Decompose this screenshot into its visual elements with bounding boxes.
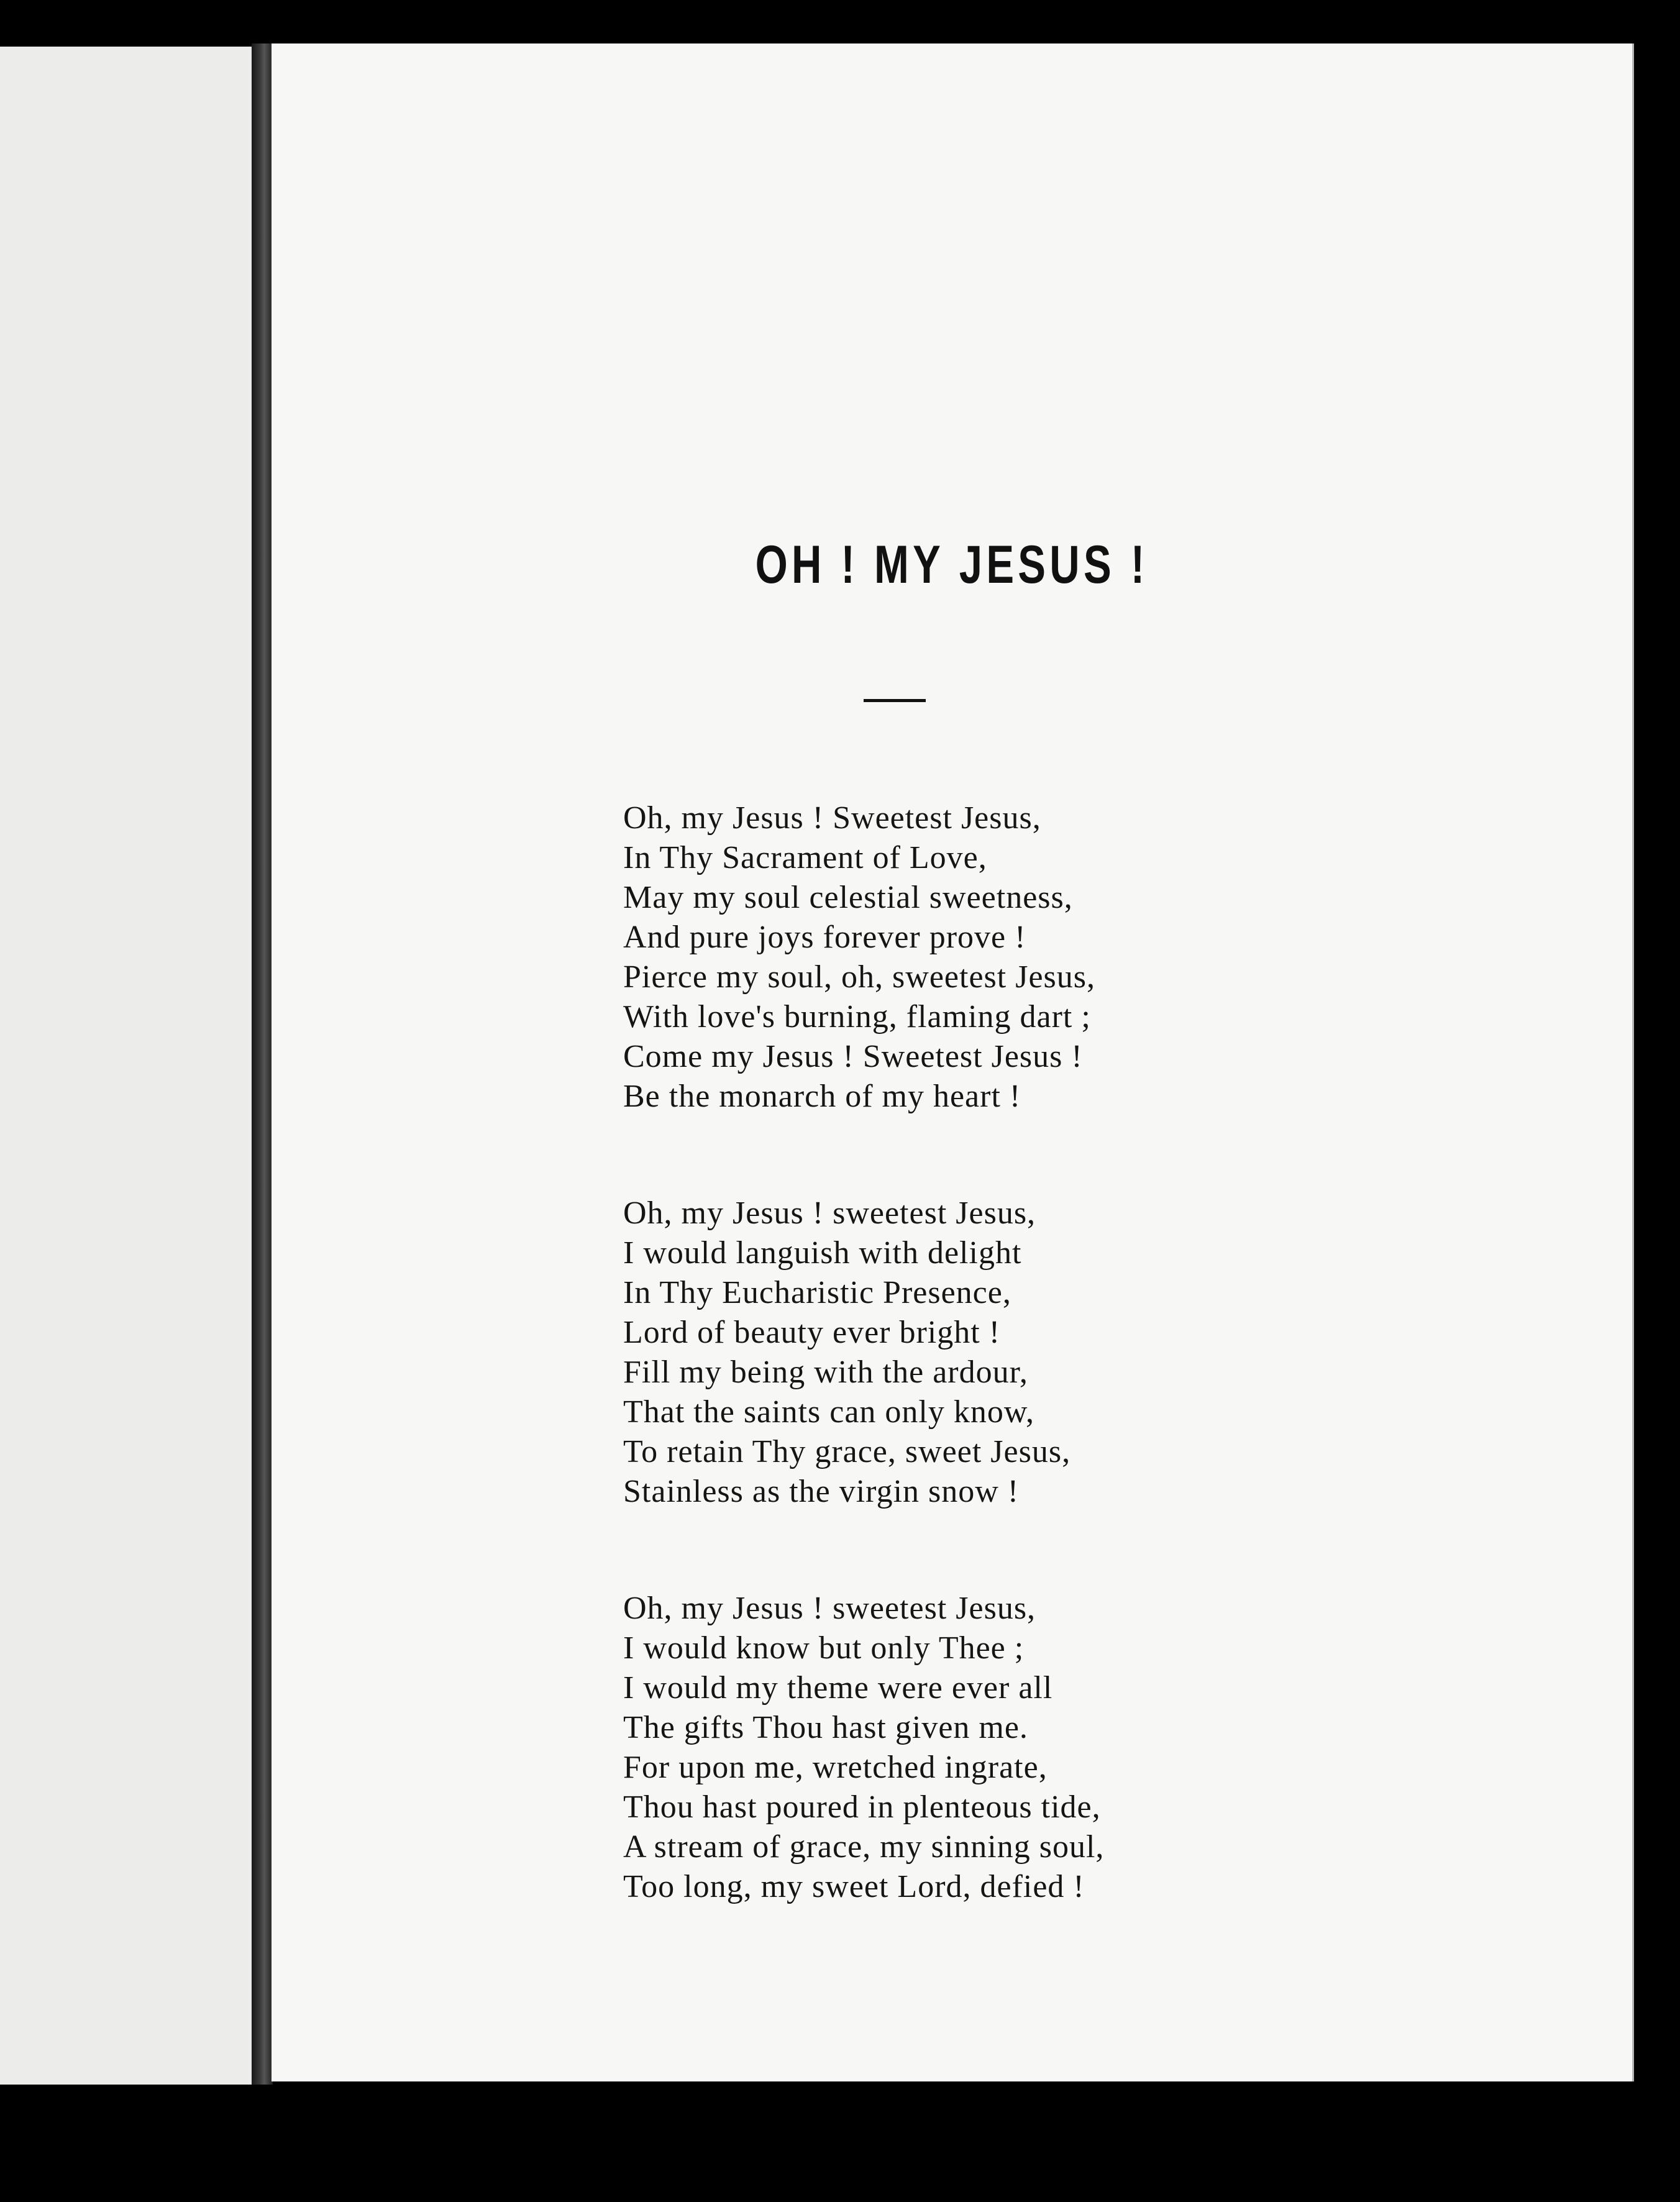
book-binding-gutter — [252, 43, 273, 2085]
poem-body — [623, 798, 1524, 1984]
poem-line: Lord of beauty ever bright ! — [623, 1315, 1001, 1350]
previous-page-edge — [0, 47, 255, 2085]
poem-line: That the saints can only know, — [623, 1394, 1035, 1430]
poem-line: In Thy Eucharistic Presence, — [623, 1275, 1011, 1310]
poem-line: The gifts Thou hast given me. — [623, 1710, 1028, 1745]
poem-line: With love's burning, flaming dart ; — [623, 999, 1091, 1035]
poem-line: Oh, my Jesus ! sweetest Jesus, — [623, 1195, 1036, 1231]
poem-line: Oh, my Jesus ! Sweetest Jesus, — [623, 800, 1041, 836]
poem-line: Stainless as the virgin snow ! — [623, 1474, 1020, 1509]
book-page — [272, 43, 1632, 2081]
stanza-1 — [623, 798, 1524, 1117]
poem-line: Fill my being with the ardour, — [623, 1355, 1028, 1390]
poem-line: I would my theme were ever all — [623, 1670, 1053, 1706]
poem-title: OH ! MY JESUS ! — [755, 535, 1149, 595]
poem-line: I would know but only Thee ; — [623, 1630, 1025, 1666]
poem-line: In Thy Sacrament of Love, — [623, 840, 987, 875]
poem-line: Come my Jesus ! Sweetest Jesus ! — [623, 1039, 1083, 1074]
stanza-2 — [623, 1194, 1524, 1512]
poem-line: To retain Thy grace, sweet Jesus, — [623, 1434, 1071, 1469]
poem-line: And pure joys forever prove ! — [623, 920, 1026, 955]
poem-line: A stream of grace, my sinning soul, — [623, 1829, 1105, 1865]
poem-line: I would languish with delight — [623, 1235, 1022, 1271]
poem-line: May my soul celestial sweetness, — [623, 880, 1073, 915]
poem-line: Be the monarch of my heart ! — [623, 1079, 1021, 1114]
poem-line: Thou hast poured in plenteous tide, — [623, 1789, 1101, 1825]
poem-line: Too long, my sweet Lord, defied ! — [623, 1869, 1085, 1904]
poem-line: For upon me, wretched ingrate, — [623, 1750, 1048, 1785]
poem-line: Oh, my Jesus ! sweetest Jesus, — [623, 1591, 1036, 1626]
title-divider-rule — [864, 699, 926, 702]
poem-line: Pierce my soul, oh, sweetest Jesus, — [623, 959, 1096, 995]
stanza-3 — [623, 1589, 1524, 1907]
